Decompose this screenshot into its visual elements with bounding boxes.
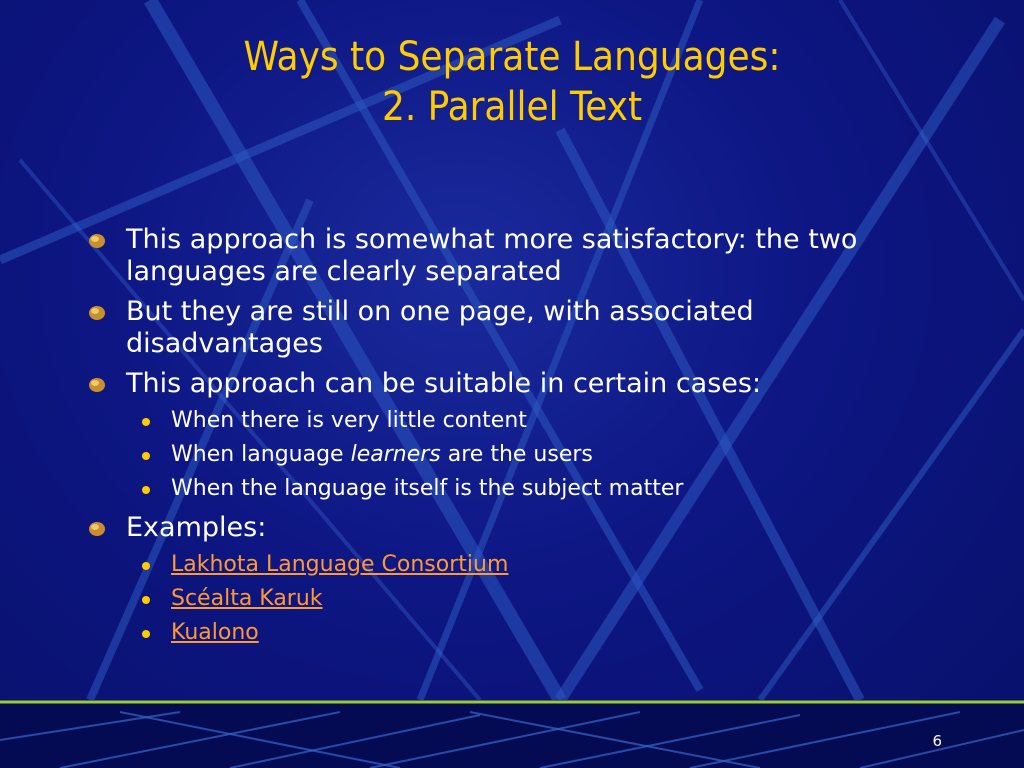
gold-dot-icon <box>142 452 150 460</box>
example-links-list <box>86 548 946 650</box>
bullet-text: Examples: <box>126 512 267 543</box>
sub-bullet-text-post: are the users <box>440 442 593 467</box>
gold-dot-icon <box>142 486 150 494</box>
sub-bullet-text: When there is very little content <box>171 408 527 433</box>
gold-dot-icon <box>142 630 150 638</box>
title-line-2: 2. Parallel Text <box>381 84 643 130</box>
slide-title <box>0 32 1024 132</box>
gold-sphere-icon <box>88 233 106 249</box>
link-scealta-karuk[interactable]: Scéalta Karuk <box>171 586 323 611</box>
bullet-item <box>86 512 946 544</box>
gold-sphere-icon <box>88 377 106 393</box>
sub-bullet-item <box>86 438 946 472</box>
page-number: 6 <box>932 732 942 750</box>
sub-bullet-list <box>86 404 946 506</box>
sub-bullet-text-pre: When language <box>171 442 351 467</box>
link-item <box>86 616 946 650</box>
sub-bullet-text: When the language itself is the subject matter <box>171 476 684 501</box>
bullet-item <box>86 296 946 360</box>
bullet-list <box>86 224 946 656</box>
sub-bullet-item <box>86 404 946 438</box>
bullet-text: But they are still on one page, with associated disadvantages <box>126 296 754 359</box>
sub-bullet-emphasis: learners <box>350 442 441 467</box>
title-line-1: Ways to Separate Languages: <box>243 34 781 80</box>
link-item <box>86 548 946 582</box>
gold-dot-icon <box>142 418 150 426</box>
link-lakhota-language-consortium[interactable]: Lakhota Language Consortium <box>171 552 509 577</box>
gold-dot-icon <box>142 596 150 604</box>
gold-sphere-icon <box>88 305 106 321</box>
bullet-text: This approach is somewhat more satisfactory: the two languages are clearly separated <box>126 224 858 287</box>
bullet-item <box>86 368 946 400</box>
link-item <box>86 582 946 616</box>
bullet-item <box>86 224 946 288</box>
gold-sphere-icon <box>88 521 106 537</box>
sub-bullet-item <box>86 472 946 506</box>
link-kualono[interactable]: Kualono <box>171 620 259 645</box>
gold-dot-icon <box>142 562 150 570</box>
bullet-text: This approach can be suitable in certain cases: <box>126 368 762 399</box>
